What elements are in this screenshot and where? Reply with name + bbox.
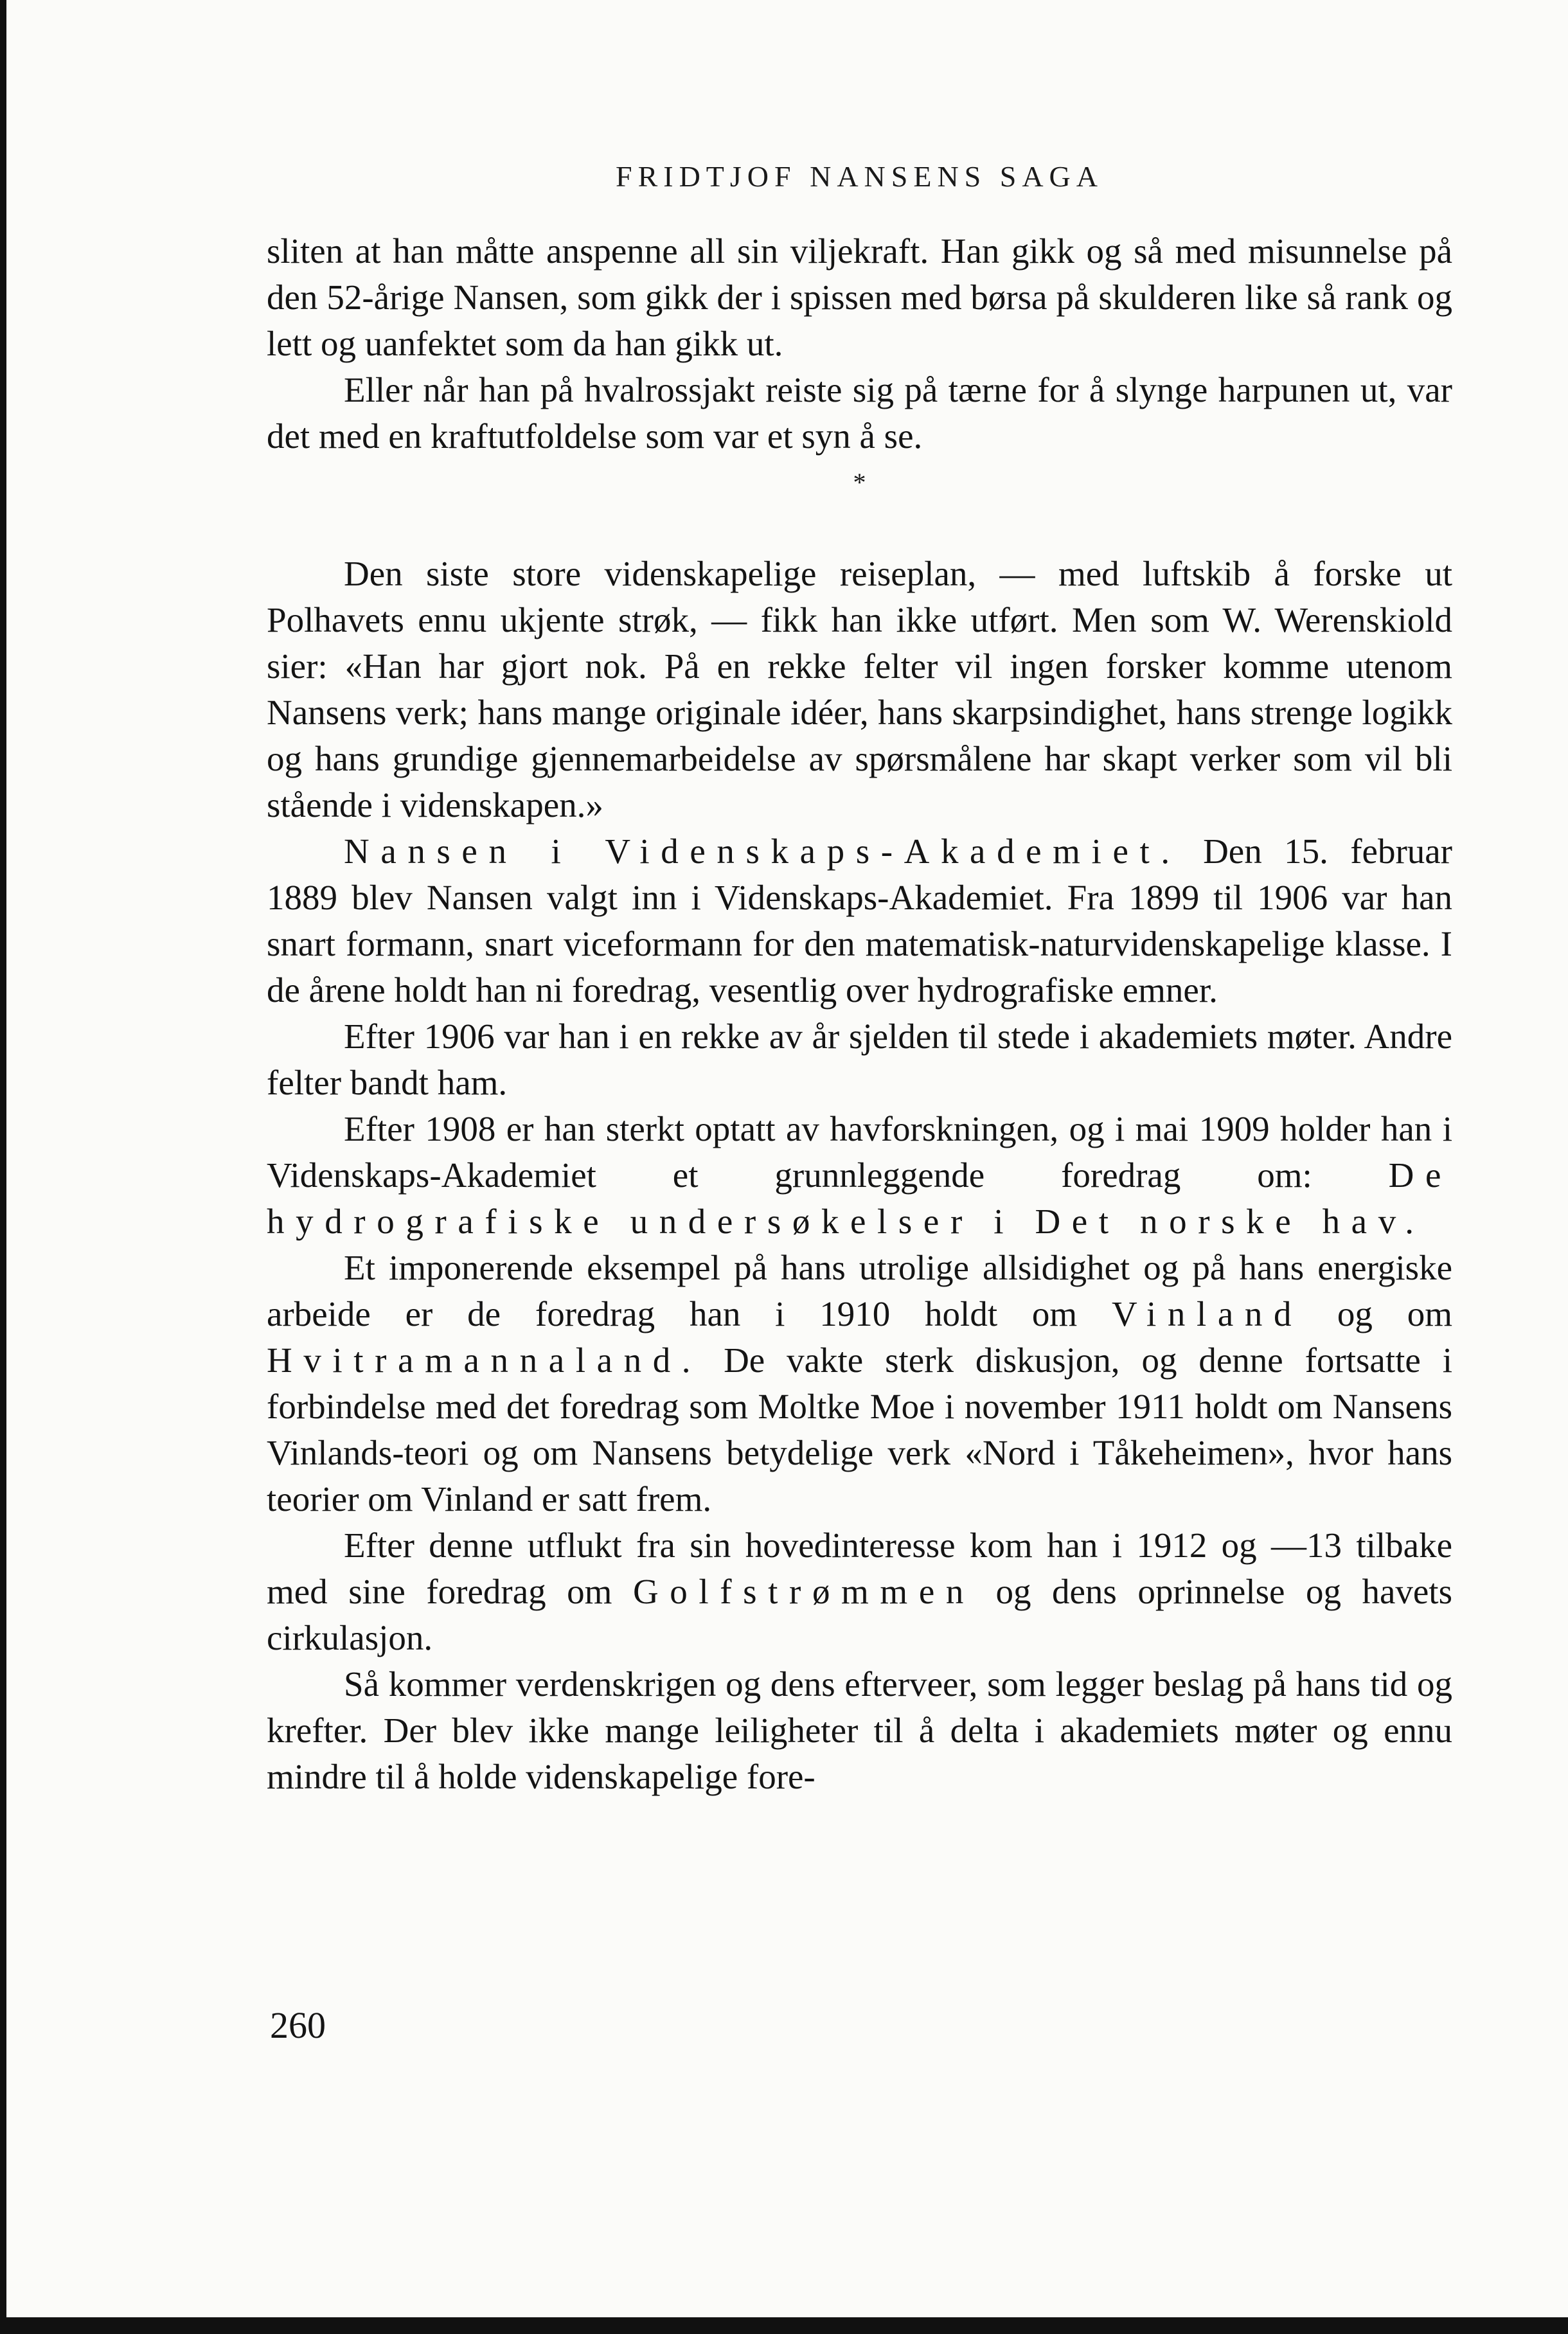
- paragraph-gulf-stream-text-1: Efter denne utflukt fra sin hovedinteresse kom han i 1912 og —13 tilbake med sine foredrag om: [267, 1526, 1452, 1611]
- section-separator-asterisk: *: [853, 468, 866, 497]
- scan-edge-bottom: [0, 2317, 1568, 2334]
- scan-edge-left: [0, 0, 6, 2334]
- paragraph-academy: [267, 828, 1452, 1013]
- paragraph-walrus-hunt: Eller når han på hvalrossjakt reiste sig på tærne for å slynge harpunen ut, var det med en kraftutfoldelse som var et syn å se.: [267, 370, 1452, 456]
- lecture-title-vinland: Vinland: [1112, 1294, 1303, 1333]
- paragraph-expedition-plan: Den siste store videnskapelige reiseplan, — med luftskib å forske ut Polhavets ennu ukjente strøk, — fikk han ikke utført. Men som W. Werenskiold sier: «Han har gjort nok. På en rekke felter vil ingen forsker komme utenom Nansens verk; hans mange originale idéer, hans skarpsindighet, hans strenge logikk og hans grundige gjennemarbeidelse av spørsmålene har skapt verker som vil bli stående i videnskapen.»: [267, 554, 1452, 824]
- lecture-title-hvitramannaland: Hvitramannaland.: [267, 1341, 702, 1380]
- lecture-title-hydrographic: De hydrografiske undersøkelser i Det norske hav.: [267, 1155, 1452, 1241]
- paragraph-gulf-stream-text-2: og dens oprinnelse og havets cirkulasjon.: [267, 1572, 1452, 1657]
- page-body: [267, 228, 1452, 1800]
- paragraph-after-1908-text: Efter 1908 er han sterkt optatt av havforskningen, og i mai 1909 holder han i Videnskaps-Akademiet et grunnleggende foredrag om:: [267, 1109, 1452, 1195]
- running-title: FRIDTJOF NANSENS SAGA: [616, 160, 1103, 193]
- paragraph-world-war: Så kommer verdenskrigen og dens efterveer, som legger beslag på hans tid og krefter. Der blev ikke mange leiligheter til å delta i akademiets møter og ennu mindre til å holde videnskapelige fore-: [267, 1664, 1452, 1796]
- lecture-title-golfstrommen: Golfstrømmen: [632, 1572, 975, 1611]
- paragraph-vinland-text-1: Et imponerende eksempel på hans utrolige allsidighet og på hans energiske arbeide er de foredrag han i 1910 holdt om: [267, 1248, 1452, 1333]
- paragraph-continued: sliten at han måtte anspenne all sin viljekraft. Han gikk og så med misunnelse på den 52-årige Nansen, som gikk der i spissen med børsa på skulderen like så rank og lett og uanfektet som da han gikk ut.: [267, 231, 1452, 363]
- paragraph-vinland-text-3: De vakte sterk diskusjon, og denne fortsatte i forbindelse med det foredrag som Moltke Moe i november 1911 holdt om Nansens Vinlands-teori og om Nansens betydelige verk «Nord i Tåkeheimen», hvor hans teorier om Vinland er satt frem.: [267, 1341, 1452, 1519]
- section-heading-academy: Nansen i Videnskaps-Akademiet.: [344, 832, 1181, 871]
- paragraph-after-1906: Efter 1906 var han i en rekke av år sjelden til stede i akademiets møter. Andre felter bandt ham.: [267, 1017, 1452, 1102]
- page-number: 260: [270, 2004, 326, 2046]
- paragraph-vinland: [267, 1245, 1452, 1522]
- paragraph-gulf-stream: [267, 1522, 1452, 1661]
- paragraph-after-1908: [267, 1106, 1452, 1245]
- paragraph-vinland-text-2: og om: [1303, 1294, 1452, 1333]
- paragraph-academy-text: Den 15. februar 1889 blev Nansen valgt inn i Videnskaps-Akademiet. Fra 1899 til 1906 var han snart formann, snart viceformann for den matematisk-naturvidenskapelige klasse. I de årene holdt han ni foredrag, vesentlig over hydrografiske emner.: [267, 832, 1452, 1010]
